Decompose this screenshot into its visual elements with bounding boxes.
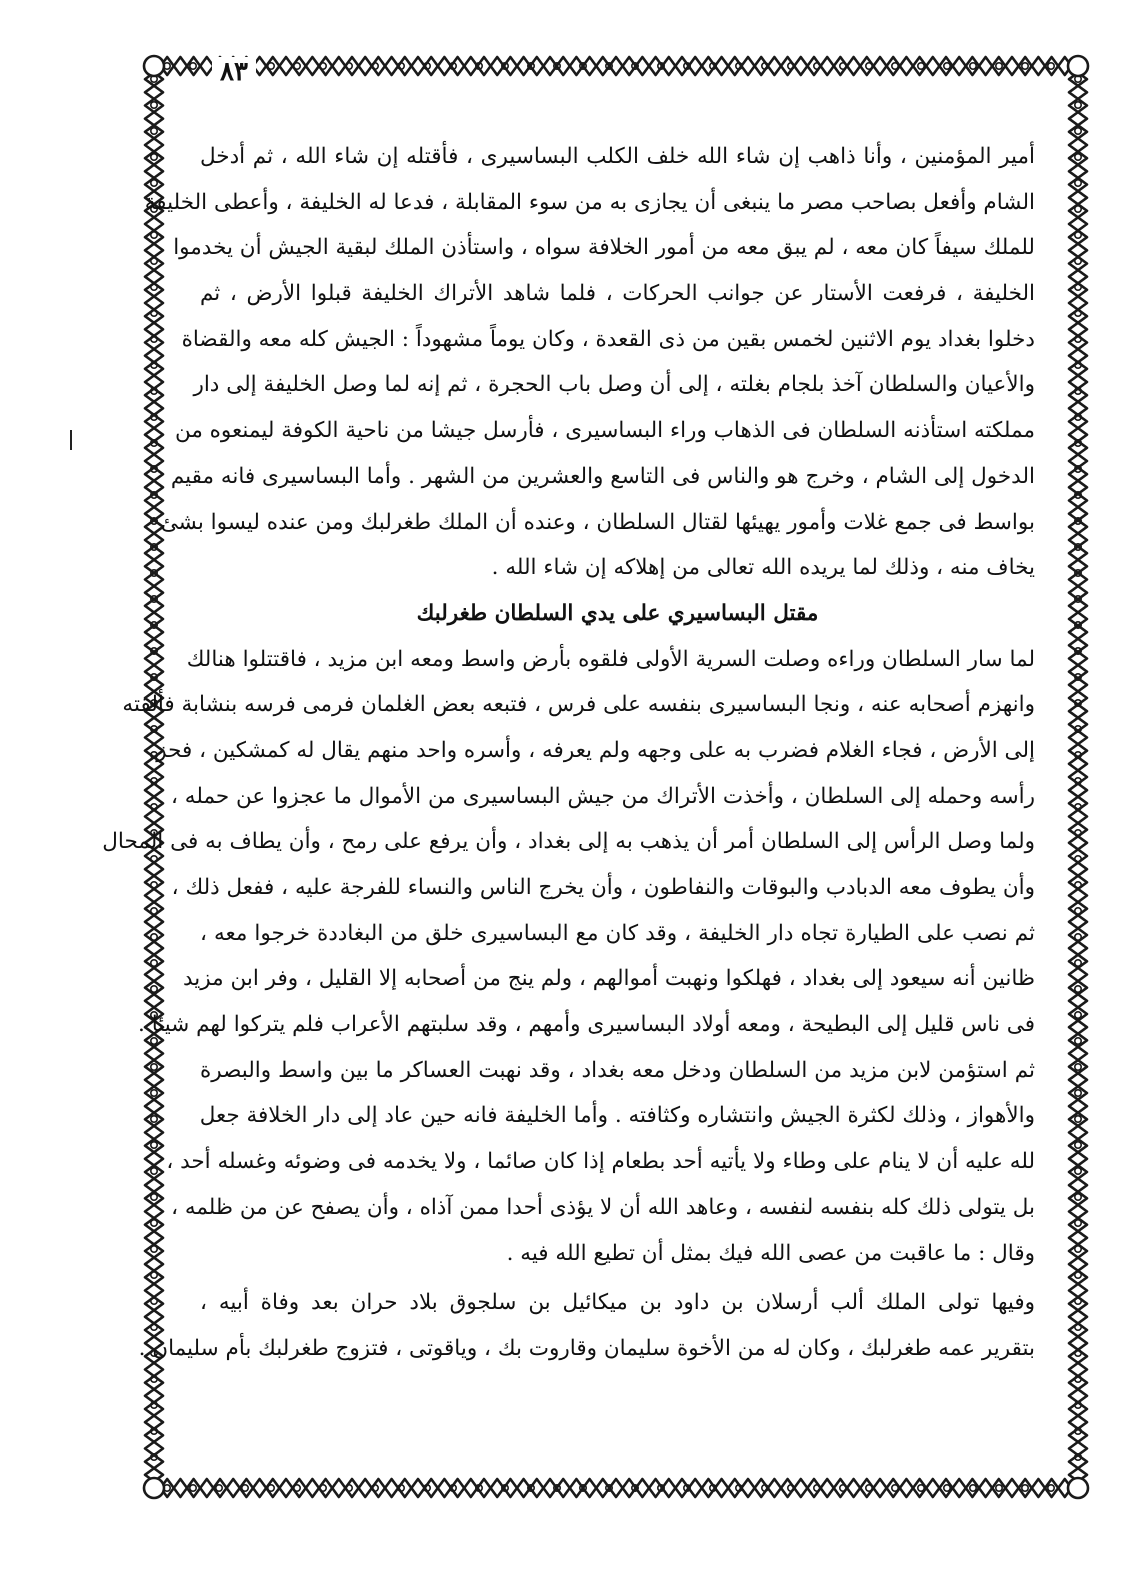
border-loop — [151, 1272, 157, 1278]
border-corner — [144, 56, 164, 76]
paragraph-2 — [102, 637, 1035, 1277]
border-loop — [151, 1168, 157, 1174]
text-line: ثم نصب على الطيارة تجاه دار الخليفة ، وقد كان مع البساسيرى خلق من البغاددة خرجوا معه ، — [200, 920, 1035, 946]
text-line: أمير المؤمنين ، وأنا ذاهب إن شاء الله خلف الكلب البساسيرى ، فأقتله إن شاء الله ، ثم أدخل — [200, 144, 1035, 169]
border-loop — [866, 63, 872, 69]
border-loop — [151, 986, 157, 992]
border-loop — [1075, 154, 1081, 160]
border-loop — [1075, 1220, 1081, 1226]
border-loop — [866, 1485, 872, 1491]
border-loop — [1075, 102, 1081, 108]
border-loop — [970, 63, 976, 69]
border-loop — [151, 1090, 157, 1096]
border-loop — [151, 154, 157, 160]
border-loop — [151, 1194, 157, 1200]
section-heading: مقتل البساسيري على يدي السلطان طغرلبك — [416, 600, 819, 626]
border-loop — [151, 1246, 157, 1252]
border-loop — [1075, 128, 1081, 134]
border-loop — [268, 1485, 274, 1491]
border-loop — [1048, 63, 1054, 69]
border-loop — [996, 63, 1002, 69]
border-loop — [268, 63, 274, 69]
border-loop — [918, 63, 924, 69]
text-line: لله عليه أن لا ينام على وطاء ولا يأتيه أحد بطعام إذا كان صائما ، ولا يخدمه فى وضوئه وغسله أحد ، — [166, 1149, 1035, 1175]
page-number: ٨٣ — [212, 57, 256, 87]
margin-mark — [70, 430, 72, 450]
border-corner — [1068, 1478, 1088, 1498]
border-loop — [151, 128, 157, 134]
border-loop — [242, 1485, 248, 1491]
border-loop — [1075, 882, 1081, 888]
border-loop — [1075, 960, 1081, 966]
border-loop — [892, 63, 898, 69]
border-strand — [154, 1479, 1078, 1497]
border-loop — [320, 63, 326, 69]
border-loop — [1022, 63, 1028, 69]
border-loop — [1075, 1012, 1081, 1018]
border-loop — [190, 63, 196, 69]
border-loop — [944, 63, 950, 69]
text-line: الدخول إلى الشام ، وخرج هو والناس فى التاسع والعشرين من الشهر . وأما البساسيرى فانه مقيم — [170, 463, 1035, 489]
border-loop — [151, 1116, 157, 1122]
border-loop — [1075, 1116, 1081, 1122]
border-loop — [918, 1485, 924, 1491]
border-loop — [151, 1142, 157, 1148]
border-loop — [1075, 1272, 1081, 1278]
text-line: يخاف منه ، وذلك لما يريده الله تعالى من إهلاكه إن شاء الله . — [491, 555, 1035, 581]
text-line: والأعيان والسلطان آخذ بلجام بغلته ، إلى أن وصل باب الحجرة ، ثم إنه لما وصل الخليفة إلى دار — [193, 372, 1035, 398]
border-loop — [151, 232, 157, 238]
text-line: بواسط فى جمع غلات وأمور يهيئها لقتال السلطان ، وعنده أن الملك طغرلبك ومن عنده ليسوا بشئ — [160, 509, 1035, 535]
border-loop — [216, 1485, 222, 1491]
border-loop — [996, 1485, 1002, 1491]
text-line: الشام وأفعل بصاحب مصر ما ينبغى أن يجازى به من سوء المقابلة ، فدعا له الخليفة ، وأعطى الخليفة — [144, 189, 1035, 215]
text-line: وقال : ما عاقبت من عصى الله فيك بمثل أن تطيع الله فيه . — [506, 1240, 1035, 1266]
border-loop — [151, 258, 157, 264]
border-loop — [840, 63, 846, 69]
border-loop — [294, 1485, 300, 1491]
border-strand — [154, 57, 1078, 75]
border-loop — [1075, 1038, 1081, 1044]
border-loop — [1075, 934, 1081, 940]
border-loop — [840, 1485, 846, 1491]
border-loop — [151, 1298, 157, 1304]
border-loop — [1075, 908, 1081, 914]
border-corner — [1068, 56, 1088, 76]
border-loop — [294, 63, 300, 69]
text-line: ولما وصل الرأس إلى السلطان أمر أن يذهب به إلى بغداد ، وأن يرفع على رمح ، وأن يطاف به فى المحال — [102, 829, 1035, 855]
text-line: بتقرير عمه طغرلبك ، وكان له من الأخوة سليمان وقاروت بك ، وياقوتى ، فتزوج طغرلبك بأم سليمان . — [138, 1335, 1035, 1361]
text-line: الخليفة ، فرفعت الأستار عن جوانب الحركات ، فلما شاهد الأتراك الخليفة قبلوا الأرض ، ثم — [200, 281, 1035, 307]
text-line: والأهواز ، وذلك لكثرة الجيش وانتشاره وكثافته . وأما الخليفة فانه حين عاد إلى دار الخلافة جعل — [199, 1103, 1035, 1129]
border-loop — [151, 882, 157, 888]
text-line: مملكته استأذنه السلطان فى الذهاب وراء البساسيرى ، فأرسل جيشا من ناحية الكوفة ليمنعوه من — [174, 418, 1035, 444]
border-loop — [151, 908, 157, 914]
text-line: دخلوا بغداد يوم الاثنين لخمس بقين من ذى القعدة ، وكان يوماً مشهوداً : الجيش كله معه والقضاة — [181, 326, 1035, 352]
text-line: للملك سيفاً كان معه ، لم يبق معه من أمور الخلافة سواه ، واستأذن الملك لبقية الجيش أن يخدموا — [173, 235, 1035, 261]
paragraph-1 — [144, 134, 1035, 591]
border-loop — [151, 1220, 157, 1226]
text-line: رأسه وحمله إلى السلطان ، وأخذت الأتراك من جيش البساسيرى من الأموال ما عجزوا عن حمله ، — [171, 783, 1035, 809]
text-line: ثم استؤمن لابن مزيد من السلطان ودخل معه بغداد ، وقد نهبت العساكر ما بين واسط والبصرة — [200, 1057, 1035, 1083]
border-loop — [1075, 1194, 1081, 1200]
border-loop — [151, 960, 157, 966]
border-loop — [944, 1485, 950, 1491]
border-loop — [1048, 1485, 1054, 1491]
text-line: ظانين أنه سيعود إلى بغداد ، فهلكوا ونهبت أموالهم ، ولم ينج من أصحابه إلا القليل ، وفر ابن مزيد — [183, 966, 1035, 992]
border-loop — [1075, 1298, 1081, 1304]
border-corner — [144, 1478, 164, 1498]
border-loop — [1075, 180, 1081, 186]
text-line: فى ناس قليل إلى البطيحة ، ومعه أولاد البساسيرى وأمهم ، وقد سلبتهم الأعراب فلم يتركوا لهم شيئا . — [138, 1012, 1035, 1038]
border-loop — [151, 102, 157, 108]
text-line: وانهزم أصحابه عنه ، ونجا البساسيرى بنفسه على فرس ، فتبعه بعض الغلمان فرمى فرسه بنشابة فألقته — [122, 692, 1035, 718]
border-loop — [1075, 1246, 1081, 1252]
border-loop — [1075, 986, 1081, 992]
border-loop — [1075, 1142, 1081, 1148]
text-line: إلى الأرض ، فجاء الغلام فضرب به على وجهه ولم يعرفه ، وأسره واحد منهم يقال له كمشكين ، فحز — [156, 737, 1035, 763]
border-loop — [320, 1485, 326, 1491]
border-loop — [1075, 258, 1081, 264]
text-line: بل يتولى ذلك كله بنفسه لنفسه ، وعاهد الله أن لا يؤذى أحدا ممن آذاه ، وأن يصفح عن من ظلمه ، — [171, 1194, 1035, 1220]
text-line: وأن يطوف معه الدبادب والبوقات والنفاطون ، وأن يخرج الناس والنساء للفرجة عليه ، ففعل ذلك ، — [171, 875, 1035, 900]
main-text — [102, 134, 1035, 1372]
text-line: لما سار السلطان وراءه وصلت السرية الأولى فلقوه بأرض واسط ومعه ابن مزيد ، فاقتتلوا هنالك — [186, 646, 1035, 672]
border-loop — [190, 1485, 196, 1491]
border-loop — [151, 934, 157, 940]
border-loop — [1075, 1090, 1081, 1096]
border-loop — [1075, 1064, 1081, 1070]
paragraph-3 — [138, 1280, 1035, 1371]
border-loop — [892, 1485, 898, 1491]
border-loop — [1075, 232, 1081, 238]
border-loop — [970, 1485, 976, 1491]
border-loop — [151, 1064, 157, 1070]
border-loop — [1075, 206, 1081, 212]
border-loop — [1022, 1485, 1028, 1491]
text-line: وفيها تولى الملك ألب أرسلان بن داود بن ميكائيل بن سلجوق بلاد حران بعد وفاة أبيه ، — [200, 1290, 1035, 1316]
border-loop — [1075, 1168, 1081, 1174]
